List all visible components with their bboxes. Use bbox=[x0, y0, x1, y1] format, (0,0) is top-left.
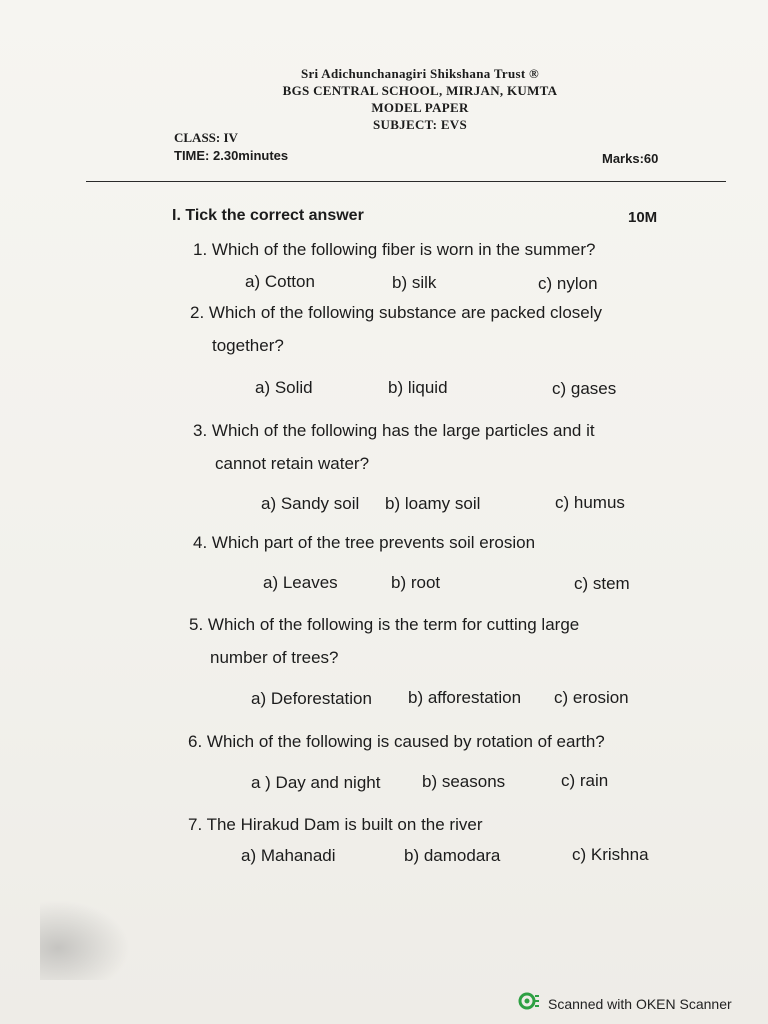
time-label: TIME: 2.30minutes bbox=[174, 148, 289, 163]
q2-option-b[interactable]: b) liquid bbox=[388, 378, 448, 397]
q3-option-c[interactable]: c) humus bbox=[555, 493, 625, 512]
q2-option-c[interactable]: c) gases bbox=[552, 379, 617, 398]
question-2: 2. Which of the following substance are packed closely bbox=[190, 303, 603, 322]
marks-label: Marks:60 bbox=[602, 151, 659, 166]
question-2-cont: together? bbox=[212, 336, 284, 355]
q3-option-b[interactable]: b) loamy soil bbox=[385, 494, 481, 513]
q3-option-a[interactable]: a) Sandy soil bbox=[261, 494, 360, 513]
q4-option-c[interactable]: c) stem bbox=[574, 574, 630, 593]
scan-shadow bbox=[40, 900, 130, 980]
oken-scanner-logo-icon bbox=[518, 990, 540, 1017]
q1-option-b[interactable]: b) silk bbox=[392, 273, 437, 292]
paper-type: MODEL PAPER bbox=[371, 100, 469, 115]
question-4: 4. Which part of the tree prevents soil erosion bbox=[193, 533, 536, 552]
question-3-cont: cannot retain water? bbox=[215, 454, 370, 473]
section-marks: 10M bbox=[628, 209, 658, 226]
question-5: 5. Which of the following is the term for cutting large bbox=[189, 615, 580, 634]
question-7: 7. The Hirakud Dam is built on the river bbox=[188, 815, 483, 834]
question-5-cont: number of trees? bbox=[210, 648, 339, 667]
question-3: 3. Which of the following has the large particles and it bbox=[193, 421, 595, 440]
question-1: 1. Which of the following fiber is worn in the summer? bbox=[193, 240, 596, 259]
q6-option-b[interactable]: b) seasons bbox=[422, 772, 506, 791]
q1-option-a[interactable]: a) Cotton bbox=[245, 272, 315, 291]
q6-option-c[interactable]: c) rain bbox=[561, 771, 609, 790]
watermark-text: Scanned with OKEN Scanner bbox=[548, 995, 732, 1012]
q4-option-a[interactable]: a) Leaves bbox=[263, 573, 338, 592]
school-name: BGS CENTRAL SCHOOL, MIRJAN, KUMTA bbox=[282, 83, 558, 98]
q5-option-c[interactable]: c) erosion bbox=[554, 688, 629, 707]
question-6: 6. Which of the following is caused by rotation of earth? bbox=[188, 732, 605, 751]
q2-option-a[interactable]: a) Solid bbox=[255, 378, 313, 397]
q7-option-a[interactable]: a) Mahanadi bbox=[241, 846, 336, 865]
q7-option-b[interactable]: b) damodara bbox=[404, 846, 501, 865]
q4-option-b[interactable]: b) root bbox=[391, 573, 441, 592]
header-divider bbox=[86, 181, 726, 182]
q1-option-c[interactable]: c) nylon bbox=[538, 274, 598, 293]
q6-option-a[interactable]: a ) Day and night bbox=[251, 773, 381, 792]
q5-option-a[interactable]: a) Deforestation bbox=[251, 689, 372, 708]
subject: SUBJECT: EVS bbox=[372, 117, 468, 132]
section-title: I. Tick the correct answer bbox=[172, 207, 364, 224]
class-label: CLASS: IV bbox=[174, 130, 238, 145]
trust-name: Sri Adichunchanagiri Shikshana Trust ® bbox=[300, 66, 540, 81]
q5-option-b[interactable]: b) afforestation bbox=[408, 688, 522, 707]
q7-option-c[interactable]: c) Krishna bbox=[572, 845, 649, 864]
scanner-watermark bbox=[518, 990, 732, 1017]
